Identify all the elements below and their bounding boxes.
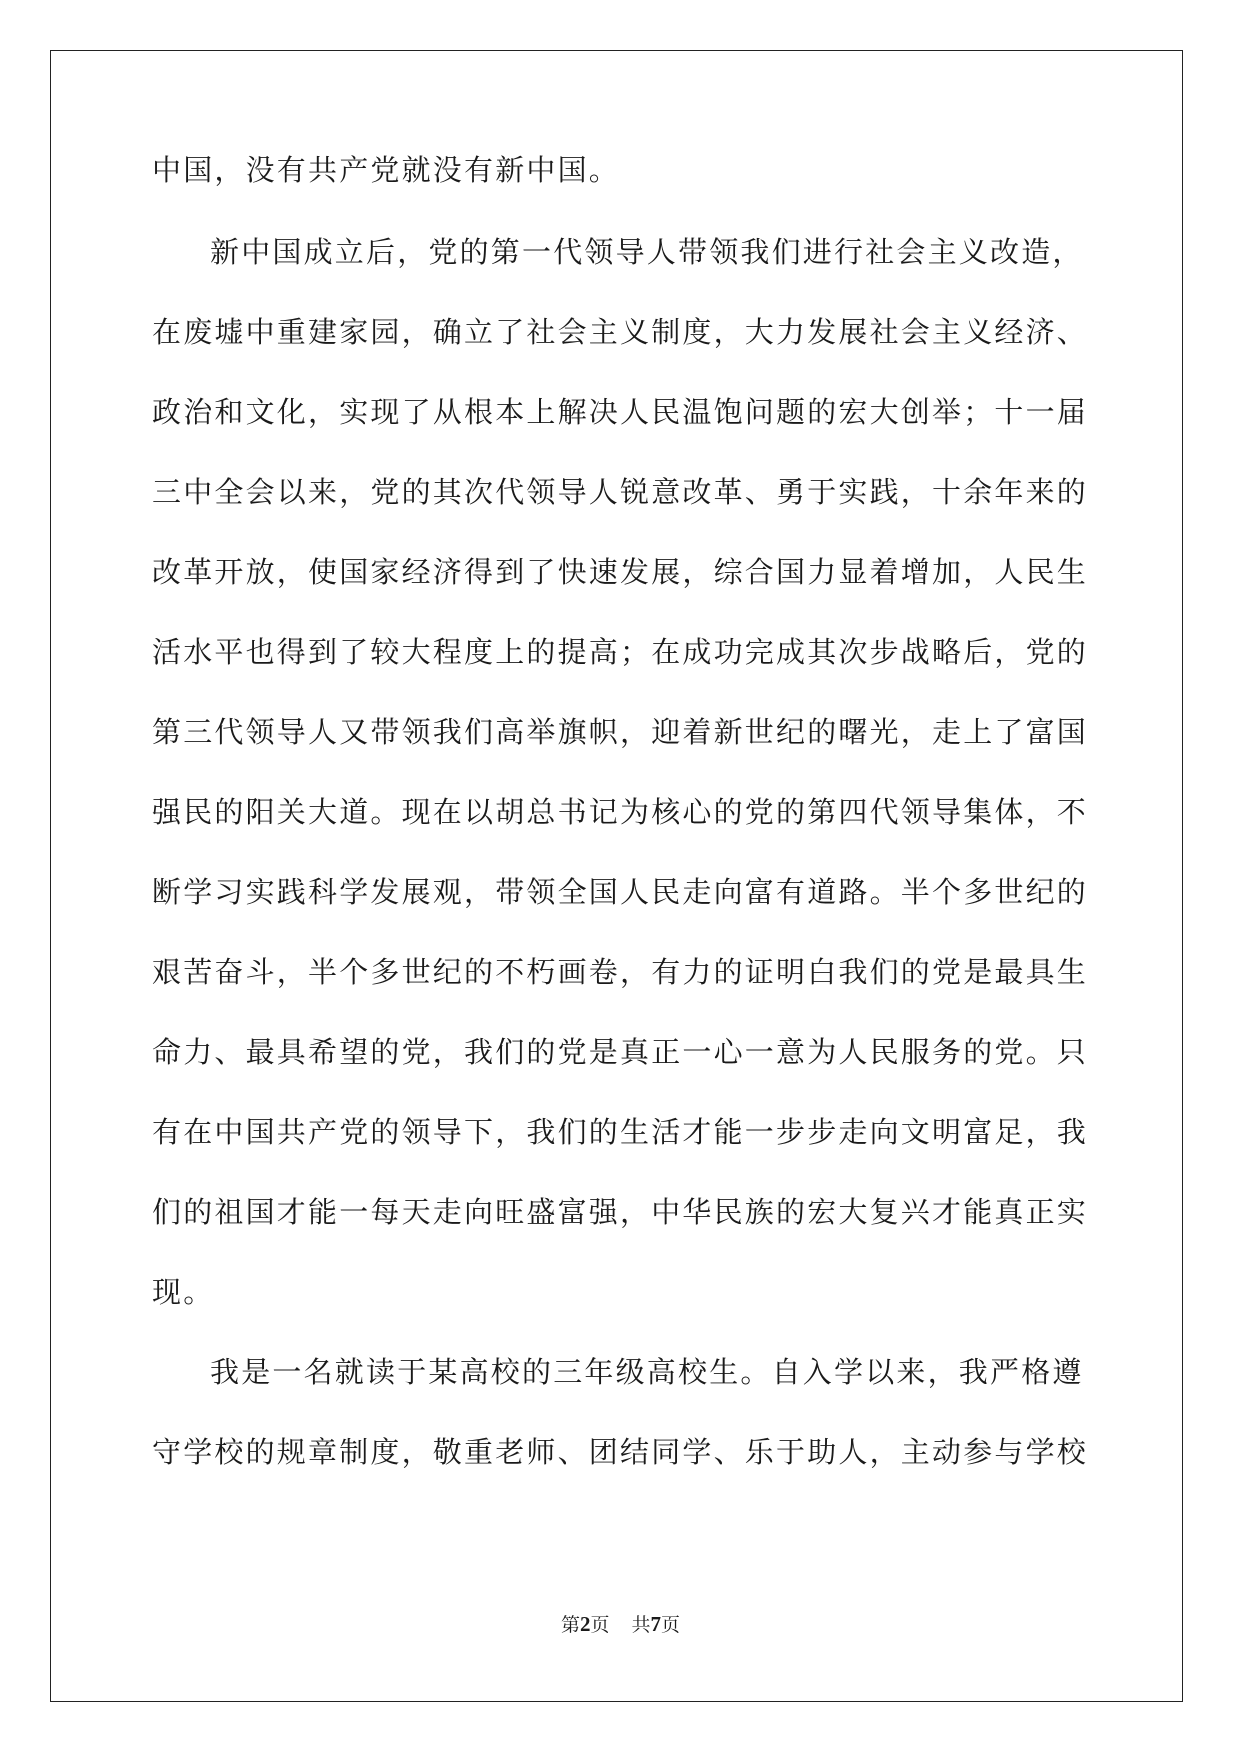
text-line: 命力、最具希望的党，我们的党是真正一心一意为人民服务的党。只 xyxy=(152,1035,1089,1069)
text-line: 有在中国共产党的领导下，我们的生活才能一步步走向文明富足，我 xyxy=(152,1115,1089,1149)
total-suffix: 页 xyxy=(661,1614,681,1636)
text-line: 守学校的规章制度，敬重老师、团结同学、乐于助人，主动参与学校 xyxy=(152,1435,1089,1469)
text-line: 政治和文化，实现了从根本上解决人民温饱问题的宏大创举；十一届 xyxy=(152,395,1089,429)
text-line: 改革开放，使国家经济得到了快速发展，综合国力显着增加，人民生 xyxy=(152,555,1089,589)
text-line: 们的祖国才能一每天走向旺盛富强，中华民族的宏大复兴才能真正实 xyxy=(152,1195,1089,1229)
text-line: 在废墟中重建家园，确立了社会主义制度，大力发展社会主义经济、 xyxy=(152,315,1089,349)
total-pages: 7 xyxy=(650,1612,662,1636)
text-line: 新中国成立后，党的第一代领导人带领我们进行社会主义改造， xyxy=(210,235,1084,269)
text-line: 三中全会以来，党的其次代领导人锐意改革、勇于实践，十余年来的 xyxy=(152,475,1089,509)
text-line: 强民的阳关大道。现在以胡总书记为核心的党的第四代领导集体，不 xyxy=(152,795,1089,829)
page-number: 2 xyxy=(579,1612,591,1636)
text-line: 艰苦奋斗，半个多世纪的不朽画卷，有力的证明白我们的党是最具生 xyxy=(152,955,1089,989)
text-line: 断学习实践科学发展观，带领全国人民走向富有道路。半个多世纪的 xyxy=(152,875,1089,909)
page-footer xyxy=(0,1612,1241,1637)
text-line: 现。 xyxy=(152,1275,215,1309)
text-line: 第三代领导人又带领我们高举旗帜，迎着新世纪的曙光，走上了富国 xyxy=(152,715,1089,749)
text-line: 中国，没有共产党就没有新中国。 xyxy=(152,153,621,187)
page-suffix: 页 xyxy=(590,1614,610,1636)
text-line: 我是一名就读于某高校的三年级高校生。自入学以来，我严格遵 xyxy=(210,1355,1084,1389)
page-prefix: 第 xyxy=(560,1614,580,1636)
total-prefix: 共 xyxy=(631,1614,651,1636)
text-line: 活水平也得到了较大程度上的提高；在成功完成其次步战略后，党的 xyxy=(152,635,1089,669)
